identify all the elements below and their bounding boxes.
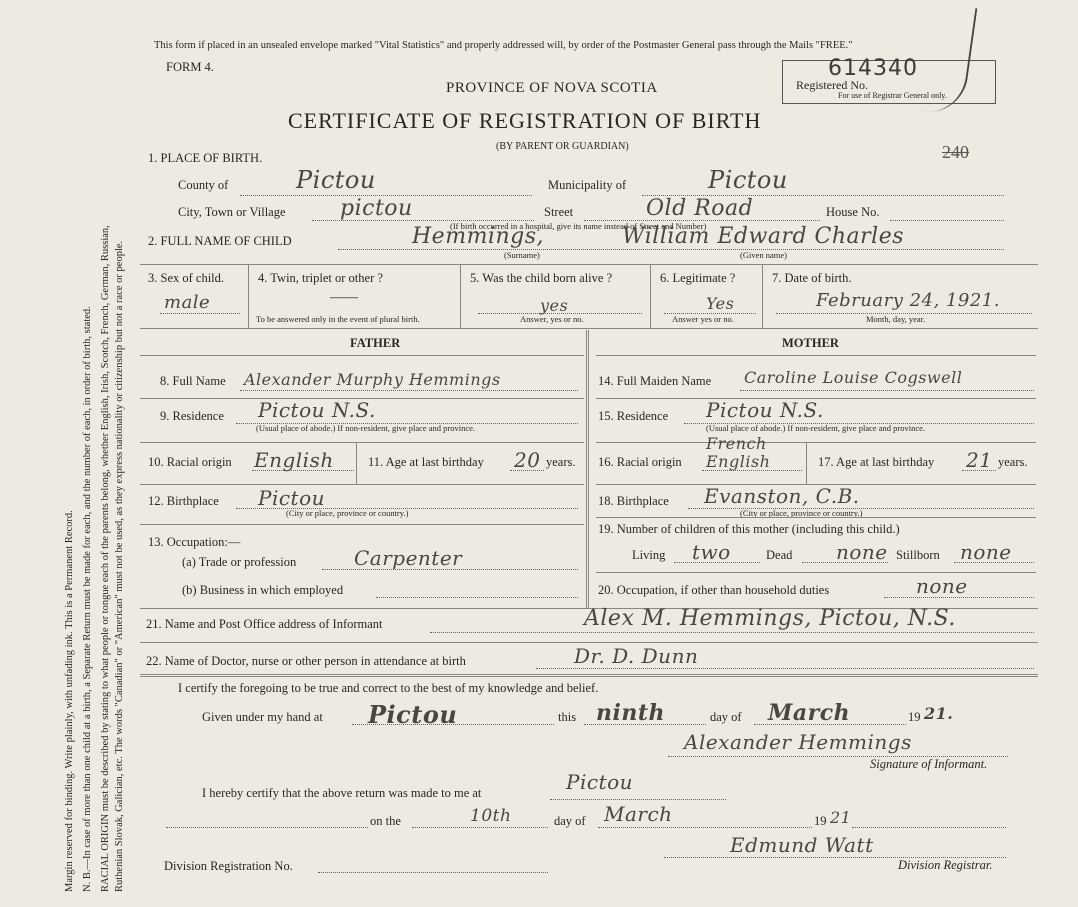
cert-month-value: March <box>768 700 851 726</box>
place-of-birth-label: 1. PLACE OF BIRTH. <box>148 151 263 165</box>
child-surname-value: Hemmings, <box>412 224 544 249</box>
registered-no-label: Registered No. <box>796 78 868 92</box>
legitimate-note: Answer yes or no. <box>672 314 734 324</box>
registrar-day-value: 10th <box>470 806 512 826</box>
twin-note: To be answered only in the event of plural birth. <box>256 314 420 324</box>
father-age-value: 20 <box>514 448 541 472</box>
father-name-value: Alexander Murphy Hemmings <box>244 370 501 389</box>
father-heading: FATHER <box>350 336 401 350</box>
mother-birthplace-value: Evanston, C.B. <box>704 484 860 508</box>
registrar-day-of-label: day of <box>554 814 586 828</box>
informant-signature-caption: Signature of Informant. <box>870 757 988 771</box>
father-years-label: years. <box>546 455 576 469</box>
stillborn-value: none <box>960 540 1012 564</box>
doctor-value: Dr. D. Dunn <box>574 644 699 668</box>
margin-line-1: Margin reserved for binding. Write plainly, with unfading ink. This is a Permanent Record. <box>64 510 75 892</box>
dob-label: 7. Date of birth. <box>772 271 852 285</box>
certify-statement: I certify the foregoing to be true and correct to the best of my knowledge and belief. <box>178 681 599 695</box>
father-residence-note: (Usual place of abode.) If non-resident, give place and province. <box>256 423 476 433</box>
mother-birthplace-label: 18. Birthplace <box>598 494 669 508</box>
city-value: pictou <box>340 196 413 221</box>
mother-occupation-value: none <box>916 574 968 598</box>
alive-value: yes <box>540 296 569 315</box>
father-residence-value: Pictou N.S. <box>258 398 376 422</box>
surname-caption: (Surname) <box>504 250 540 260</box>
mother-years-label: years. <box>998 455 1028 469</box>
dob-value: February 24, 1921. <box>816 290 1000 311</box>
father-business-label: (b) Business in which employed <box>182 583 344 597</box>
dob-note: Month, day, year. <box>866 314 926 324</box>
legitimate-value: Yes <box>706 294 735 313</box>
informant-value: Alex M. Hemmings, Pictou, N.S. <box>584 606 956 631</box>
county-value: Pictou <box>296 166 376 194</box>
mother-age-value: 21 <box>966 448 993 472</box>
margin-line-2: N. B.—In case of more than one child at a birth, a Separate Return must be made for each, and the number of each, in order of birth, stated. <box>82 306 93 892</box>
father-occupation-label: 13. Occupation:— <box>148 535 241 549</box>
street-value: Old Road <box>646 196 754 221</box>
registrar-year-value: 21 <box>830 808 852 827</box>
registrar-use-note: For use of Registrar General only. <box>838 91 947 100</box>
division-registration-label: Division Registration No. <box>164 859 293 873</box>
living-label: Living <box>632 548 666 562</box>
mother-name-label: 14. Full Maiden Name <box>598 374 712 388</box>
street-label: Street <box>544 205 574 219</box>
registered-no-value: 614340 <box>828 56 918 81</box>
cert-place-value: Pictou <box>368 700 458 729</box>
father-birthplace-note: (City or place, province or country.) <box>286 508 409 518</box>
child-given-value: William Edward Charles <box>622 224 905 249</box>
twin-value: —— <box>330 290 358 305</box>
cert-year-prefix: 19 <box>908 710 921 724</box>
registrar-signature: Edmund Watt <box>730 833 874 857</box>
father-age-label: 11. Age at last birthday <box>368 455 484 469</box>
county-label: County of <box>178 178 229 192</box>
father-birthplace-label: 12. Birthplace <box>148 494 219 508</box>
father-racial-value: English <box>254 448 334 472</box>
mother-residence-note: (Usual place of abode.) If non-resident, give place and province. <box>706 423 926 433</box>
mother-racial-value-above: French <box>706 434 767 453</box>
certificate-title: CERTIFICATE OF REGISTRATION OF BIRTH <box>288 108 762 133</box>
dead-label: Dead <box>766 548 793 562</box>
municipality-value: Pictou <box>708 166 788 194</box>
given-under-label: Given under my hand at <box>202 710 323 724</box>
registrar-year-prefix: 19 <box>814 814 827 828</box>
cert-day-of-label: day of <box>710 710 742 724</box>
registrar-month-value: March <box>604 802 673 826</box>
stillborn-label: Stillborn <box>896 548 940 562</box>
cert-day-value: ninth <box>596 700 666 726</box>
alive-label: 5. Was the child born alive ? <box>470 271 613 285</box>
child-name-label: 2. FULL NAME OF CHILD <box>148 234 292 248</box>
mother-children-label: 19. Number of children of this mother (including this child.) <box>598 522 900 536</box>
house-no-label: House No. <box>826 205 880 219</box>
city-label: City, Town or Village <box>178 205 286 219</box>
father-trade-label: (a) Trade or profession <box>182 555 297 569</box>
province-heading: PROVINCE OF NOVA SCOTIA <box>446 80 658 96</box>
mother-residence-label: 15. Residence <box>598 409 669 423</box>
father-residence-label: 9. Residence <box>160 409 224 423</box>
father-trade-value: Carpenter <box>354 546 463 570</box>
on-the-label: on the <box>370 814 401 828</box>
margin-line-3: RACIAL ORIGIN must be described by stating to what people or tongue each of the parents belong, whether English, Irish, Scotch, French, German, Russian, <box>100 225 111 892</box>
registrar-statement: I hereby certify that the above return was made to me at <box>202 786 482 800</box>
informant-label: 21. Name and Post Office address of Informant <box>146 617 383 631</box>
dead-value: none <box>836 540 888 564</box>
certificate-subtitle: (BY PARENT OR GUARDIAN) <box>496 141 629 152</box>
father-birthplace-value: Pictou <box>258 486 326 510</box>
mother-racial-label: 16. Racial origin <box>598 455 682 469</box>
street-note: (If birth occurred in a hospital, give its name instead of Street and Number) <box>450 221 707 231</box>
mother-name-value: Caroline Louise Cogswell <box>744 368 963 387</box>
doctor-label: 22. Name of Doctor, nurse or other person in attendance at birth <box>146 654 466 668</box>
margin-line-4: Ruthenian Slovak, Galician, etc. The words "Canadian" or "American" must not be used, as they express nationality or citizenship but not a race or people. <box>114 240 125 892</box>
mother-heading: MOTHER <box>782 336 839 350</box>
alive-note: Answer, yes or no. <box>520 314 584 324</box>
margin-notes <box>62 40 132 900</box>
father-name-label: 8. Full Name <box>160 374 226 388</box>
sex-value: male <box>164 292 211 313</box>
mother-birthplace-note: (City or place, province or country.) <box>740 508 863 518</box>
mother-racial-value: English <box>706 452 771 471</box>
informant-signature: Alexander Hemmings <box>684 730 912 754</box>
municipality-label: Municipality of <box>548 178 627 192</box>
registrar-place-value: Pictou <box>566 770 634 794</box>
cert-year-value: 21. <box>924 704 954 723</box>
mother-occupation-label: 20. Occupation, if other than household duties <box>598 583 830 597</box>
living-value: two <box>692 540 731 564</box>
postal-note: This form if placed in an unsealed envelope marked "Vital Statistics" and properly addressed will, by order of the Postmaster General pass through the Mails "FREE." <box>154 40 853 51</box>
mother-residence-value: Pictou N.S. <box>706 398 824 422</box>
registrar-signature-caption: Division Registrar. <box>898 858 993 872</box>
sex-label: 3. Sex of child. <box>148 271 225 285</box>
corner-number: 240 <box>942 142 969 162</box>
form-number: FORM 4. <box>166 60 214 74</box>
given-caption: (Given name) <box>740 250 787 260</box>
father-racial-label: 10. Racial origin <box>148 455 232 469</box>
twin-label: 4. Twin, triplet or other ? <box>258 271 383 285</box>
legitimate-label: 6. Legitimate ? <box>660 271 736 285</box>
mother-age-label: 17. Age at last birthday <box>818 455 935 469</box>
this-label: this <box>558 710 577 724</box>
